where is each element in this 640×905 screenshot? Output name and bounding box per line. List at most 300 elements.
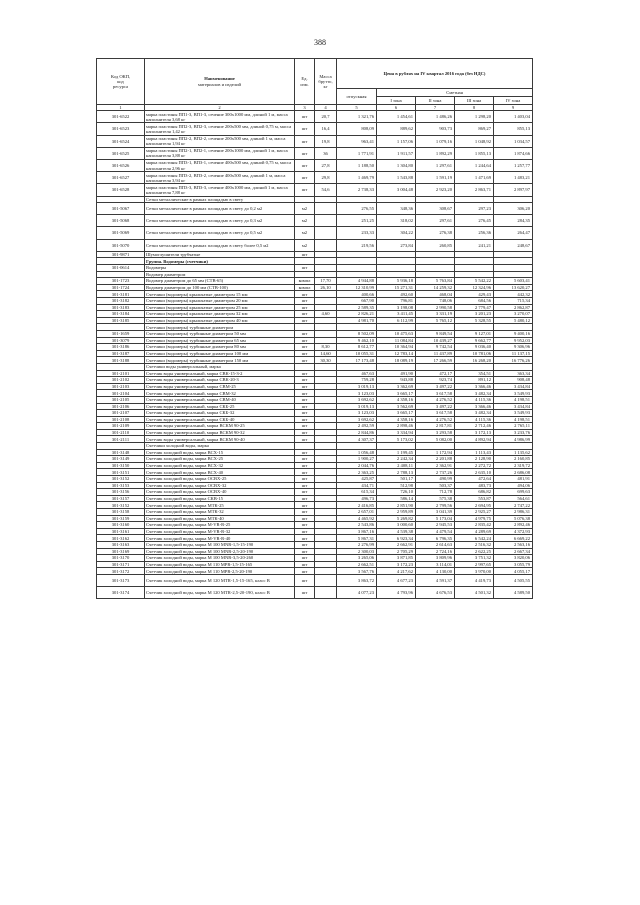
cell-z4: 3 820,06 [494, 555, 533, 562]
cell-p: 4 981,70 [337, 317, 377, 324]
header-zone-1: I зона [377, 97, 416, 105]
cell-z3: 9 036,40 [455, 344, 494, 351]
cell-z3: 3 201,23 [455, 311, 494, 318]
cell-code: 301-2111 [97, 436, 145, 443]
cell-z4 [494, 363, 533, 370]
cell-mass [315, 251, 337, 258]
cell-z4: 2 862,87 [494, 304, 533, 311]
cell-z1: 2 662,91 [377, 541, 416, 548]
cell-z1: 4 217,62 [377, 568, 416, 575]
cell-z4: 306,20 [494, 203, 533, 215]
table-row [97, 423, 533, 430]
cell-name: Счетчик холодной воды, марка МТК-32 [145, 509, 295, 516]
cell-mass [315, 337, 337, 344]
cell-unit: шт [295, 317, 315, 324]
cell-name: марка пластины ПП3-3, ВП3-3, сечение 400х1000 мм, длиной 1 м, масса наполнителя 7,88 кг [145, 184, 295, 196]
cell-p: 1 056,48 [337, 449, 377, 456]
cell-code: 301-3174 [97, 587, 145, 599]
cell-z3: 9 662,77 [455, 337, 494, 344]
cell-name: Счетчик холодной воды, марка М 100 MNR-3,5-20-260 [145, 555, 295, 562]
cell-name: Счетчик холодной воды, марка МТК-25 [145, 502, 295, 509]
cell-mass [315, 304, 337, 311]
table-row [97, 377, 533, 384]
cell-name: Счетчик воды универсальный, марка СВМ-25 [145, 383, 295, 390]
cell-name: Счетчик воды универсальный, марка СКБ-40 [145, 416, 295, 423]
cell-z3: 2 863,71 [455, 184, 494, 196]
cell-p: 467,63 [337, 370, 377, 377]
cell-z2: 1 172,94 [416, 449, 455, 456]
table-row [97, 561, 533, 568]
cell-z1: 1 911,57 [377, 147, 416, 159]
cell-z4: 9 952,03 [494, 337, 533, 344]
table-row [97, 284, 533, 291]
cell-unit: шт [295, 159, 315, 171]
cell-z2 [416, 363, 455, 370]
cell-z2: 2 201,88 [416, 456, 455, 463]
cell-z4: 1 135,62 [494, 449, 533, 456]
cell-code: 301-3152 [97, 502, 145, 509]
cell-code: 301-3184 [97, 311, 145, 318]
cell-name: Счетчик холодной воды, марка ОСВХ-32 [145, 482, 295, 489]
cell-code: 301-2103 [97, 383, 145, 390]
cell-p: 1 188,50 [337, 159, 377, 171]
cell-unit: шт [295, 416, 315, 423]
cell-z4: 13 620,27 [494, 284, 533, 291]
cell-z2: 3 617,58 [416, 410, 455, 417]
cell-p [337, 271, 377, 278]
cell-z4 [494, 258, 533, 265]
cell-z4: 3 549,93 [494, 390, 533, 397]
cell-z3: 5 328,55 [455, 317, 494, 324]
table-row [97, 311, 533, 318]
cell-name: Счетчики (водомеры) турбинные диаметром 150 мм [145, 357, 295, 364]
cell-z1: 318,02 [377, 215, 416, 227]
cell-p: 8 502,09 [337, 330, 377, 337]
cell-z3 [455, 363, 494, 370]
cell-name: Счетчик холодной воды, марка М-VR-R-25 [145, 522, 295, 529]
cell-z1: 889,62 [377, 123, 416, 135]
cell-p: 2 543,86 [337, 522, 377, 529]
table-row [97, 489, 533, 496]
cell-name: Счетчик холодной воды, марка М 110 MPR-1,5-15-165 [145, 561, 295, 568]
cell-mass [315, 489, 337, 496]
cell-z3: 1 855,13 [455, 147, 494, 159]
cell-name: Счетчик холодной воды, марка ВСХ-15 [145, 449, 295, 456]
cell-z2: 1 297,61 [416, 159, 455, 171]
cell-unit: шт [295, 555, 315, 562]
cell-unit: шт [295, 357, 315, 364]
cell-z2: 2 737,26 [416, 469, 455, 476]
cell-unit [295, 443, 315, 450]
table-row [97, 522, 533, 529]
table-row [97, 383, 533, 390]
cell-z2: 2 724,16 [416, 548, 455, 555]
cell-z4: 6 669,22 [494, 535, 533, 542]
cell-name: марка пластины ПП3-1, ВП3-1, сечение 400х500 мм, длиной 0,75 м, масса наполнителя 2,96 кг [145, 159, 295, 171]
cell-mass [315, 383, 337, 390]
cell-p: 3 019,13 [337, 403, 377, 410]
cell-name: Водомеры [145, 265, 295, 272]
cell-p: 3 863,72 [337, 574, 377, 586]
cell-code: 301-3163 [97, 541, 145, 548]
cell-p: 12 310,99 [337, 284, 377, 291]
table-row [97, 258, 533, 265]
cell-p [337, 324, 377, 331]
table-row [97, 184, 533, 196]
cell-code [97, 324, 145, 331]
cell-mass [315, 469, 337, 476]
cell-z2: 712,78 [416, 489, 455, 496]
cell-z3: 1 048,92 [455, 135, 494, 147]
cell-z3: 12 324,96 [455, 284, 494, 291]
cell-z3 [455, 271, 494, 278]
cell-z2: 5 173,04 [416, 515, 455, 522]
cell-z1 [377, 363, 416, 370]
table-row [97, 429, 533, 436]
cell-z2: 4 591,37 [416, 574, 455, 586]
cell-mass [315, 495, 337, 502]
cell-z2: 490,99 [416, 476, 455, 483]
cell-code: 301-2105 [97, 396, 145, 403]
cell-z3: 3 751,32 [455, 555, 494, 562]
cell-unit: шт [295, 528, 315, 535]
cell-unit [295, 271, 315, 278]
cell-z1: 1 157,06 [377, 135, 416, 147]
cell-z4: 9 400,16 [494, 330, 533, 337]
cell-z3: 2 779,47 [455, 304, 494, 311]
header-zone-2: II зона [416, 97, 455, 105]
cell-z4: 248,67 [494, 239, 533, 251]
cell-z2: 2 923,20 [416, 184, 455, 196]
cell-z2: 2 614,63 [416, 541, 455, 548]
cell-z4: 2 892,46 [494, 522, 533, 529]
cell-z3: 4 419,73 [455, 574, 494, 586]
cell-unit: м2 [295, 203, 315, 215]
cell-name: Счетчик холодной воды, марка М-VR-R-40 [145, 535, 295, 542]
cell-z4: 3 270,07 [494, 311, 533, 318]
cell-z1: 6 923,34 [377, 535, 416, 542]
cell-code: 301-3181 [97, 291, 145, 298]
cell-z3: 891,12 [455, 377, 494, 384]
cell-z1: 3 871,85 [377, 555, 416, 562]
cell-name: Счетчики (водомеры) крыльчатые диаметром 32 мм [145, 311, 295, 318]
cell-z4: 564,61 [494, 495, 533, 502]
cell-z1: 492,60 [377, 291, 416, 298]
cell-unit: шт [295, 462, 315, 469]
cell-p: 2 416,85 [337, 502, 377, 509]
cell-name: Счетчики (водомеры) турбинные диаметром 65 мм [145, 337, 295, 344]
cell-mass [315, 239, 337, 251]
cell-name: Счетчики (водомеры) турбинные диаметром [145, 324, 295, 331]
cell-z4: 2 319,72 [494, 462, 533, 469]
cell-mass [315, 555, 337, 562]
cell-z3 [455, 324, 494, 331]
cell-name: Счетчик воды универсальный, марка СВК-15-3-2 [145, 370, 295, 377]
table-row [97, 495, 533, 502]
cell-z4: 1 874,66 [494, 147, 533, 159]
cell-unit: шт [295, 469, 315, 476]
cell-unit: шт [295, 436, 315, 443]
cell-z1: 943,88 [377, 377, 416, 384]
cell-z1: 18 089,19 [377, 357, 416, 364]
price-table-sheet [96, 58, 532, 599]
cell-p: 3 867,16 [337, 528, 377, 535]
cell-z1: 3 334,94 [377, 429, 416, 436]
cell-unit: шт [295, 535, 315, 542]
cell-unit: шт [295, 111, 315, 123]
cell-z4: 3 233,76 [494, 429, 533, 436]
cell-code: 301-6524 [97, 135, 145, 147]
cell-z2: 5 763,84 [416, 278, 455, 285]
cell-mass: 8,30 [315, 344, 337, 351]
cell-name: Счетчик воды универсальный, марка СКБ-25 [145, 403, 295, 410]
cell-unit: шт [295, 123, 315, 135]
cell-z3 [455, 443, 494, 450]
cell-z1 [377, 443, 416, 450]
cell-code: 301-1723 [97, 278, 145, 285]
cell-z1: 273,84 [377, 239, 416, 251]
table-row [97, 482, 533, 489]
cell-p: 2 363,25 [337, 469, 377, 476]
cell-name: Счетчики (водомеры) крыльчатые диаметром 25 мм [145, 304, 295, 311]
cell-z3: 256,36 [455, 227, 494, 239]
cell-name: Счетчик холодной воды, марка М 100 MNR-1,5-15-190 [145, 541, 295, 548]
cell-z1: 1 543,88 [377, 172, 416, 184]
cell-mass [315, 390, 337, 397]
header-estimate-price: Сметная [377, 89, 533, 97]
table-row [97, 203, 533, 215]
cell-z1: 3 411,45 [377, 311, 416, 318]
cell-name: Счетчик холодной воды, марка М 120 MTR-1,5-15-165, класс В [145, 574, 295, 586]
cell-z2: 297,61 [416, 215, 455, 227]
cell-z1: 5 173,02 [377, 436, 416, 443]
cell-name: Счетчик холодной воды, марка ОСВХ-40 [145, 489, 295, 496]
cell-z3: 10 781,06 [455, 350, 494, 357]
cell-unit: шт [295, 377, 315, 384]
cell-p [337, 196, 377, 203]
cell-mass [315, 456, 337, 463]
table-row [97, 239, 533, 251]
cell-p: 17 173,48 [337, 357, 377, 364]
cell-z2: 1 591,19 [416, 172, 455, 184]
cell-p: 1 321,76 [337, 111, 377, 123]
cell-mass [315, 330, 337, 337]
cell-code: 301-3173 [97, 574, 145, 586]
cell-code: 301-0614 [97, 265, 145, 272]
cell-name: Счетчик холодной воды, марка ВСХ-32 [145, 462, 295, 469]
cell-z1: 4 677,23 [377, 574, 416, 586]
table-row [97, 304, 533, 311]
cell-mass: 26,10 [315, 284, 337, 291]
cell-z1: 15 271,31 [377, 284, 416, 291]
cell-code: 301-3182 [97, 298, 145, 305]
cell-p: 3 692,62 [337, 416, 377, 423]
cell-unit: шт [295, 423, 315, 430]
cell-name: Счетчик холодной воды, марка ВСХ-25 [145, 456, 295, 463]
cell-mass [315, 561, 337, 568]
cell-z4 [494, 271, 533, 278]
cell-unit: шт [295, 172, 315, 184]
cell-p: 434,71 [337, 482, 377, 489]
cell-unit [295, 258, 315, 265]
cell-code: 301-3156 [97, 489, 145, 496]
header-price-title: Цена в рублях на IV квартал 2016 года (без НДС) [337, 59, 533, 89]
cell-z2: 3 497,22 [416, 383, 455, 390]
cell-z4 [494, 196, 533, 203]
cell-p: 4 944,88 [337, 278, 377, 285]
cell-mass: 36 [315, 147, 337, 159]
cell-p: 2 826,21 [337, 311, 377, 318]
cell-z1: 3 000,60 [377, 522, 416, 529]
cell-z1: 796,81 [377, 298, 416, 305]
cell-z1: 304,22 [377, 227, 416, 239]
cell-code: 301-6525 [97, 147, 145, 159]
cell-p: 1 900,27 [337, 456, 377, 463]
cell-z2: 468,04 [416, 291, 455, 298]
cell-p [337, 363, 377, 370]
cell-p: 759,28 [337, 377, 377, 384]
cell-unit: шт [295, 390, 315, 397]
cell-z2: 575,38 [416, 495, 455, 502]
cell-z4: 4 589,50 [494, 587, 533, 599]
cell-z4: 494,06 [494, 482, 533, 489]
cell-z3: 3 366,46 [455, 383, 494, 390]
cell-p: 3 019,13 [337, 383, 377, 390]
cell-unit: шт [295, 489, 315, 496]
cell-z2: 503,37 [416, 482, 455, 489]
cell-z2: 4 276,52 [416, 416, 455, 423]
page-number: 388 [314, 38, 326, 47]
cell-code: 301-3159 [97, 515, 145, 522]
cell-z2: 6 796,35 [416, 535, 455, 542]
cell-code: 301-3151 [97, 469, 145, 476]
cell-z2: 1 486,26 [416, 111, 455, 123]
cell-z1: 2 408,11 [377, 462, 416, 469]
cell-z2 [416, 196, 455, 203]
cell-z1 [377, 324, 416, 331]
cell-p: 2 589,35 [337, 304, 377, 311]
table-row [97, 324, 533, 331]
cell-z1: 348,36 [377, 203, 416, 215]
cell-name: Водомер диаметром до 65 мм (СТВ-65) [145, 278, 295, 285]
cell-p: 1 469,79 [337, 172, 377, 184]
table-row [97, 370, 533, 377]
cell-z2: 4 276,52 [416, 396, 455, 403]
cell-z2: 9 742,54 [416, 344, 455, 351]
cell-code [97, 363, 145, 370]
cell-z4: 4 055,17 [494, 568, 533, 575]
cell-z4: 481,91 [494, 476, 533, 483]
cell-z1 [377, 258, 416, 265]
cell-z3: 297,23 [455, 203, 494, 215]
cell-unit: шт [295, 587, 315, 599]
table-row [97, 123, 533, 135]
cell-z1: 3 665,17 [377, 410, 416, 417]
cell-unit: шт [295, 495, 315, 502]
table-row [97, 555, 533, 562]
cell-p: 3 265,06 [337, 555, 377, 562]
table-row [97, 159, 533, 171]
cell-z2: 2 362,91 [416, 462, 455, 469]
cell-z1: 4 793,96 [377, 587, 416, 599]
table-row [97, 271, 533, 278]
cell-mass [315, 429, 337, 436]
cell-z4 [494, 265, 533, 272]
cell-mass [315, 436, 337, 443]
cell-name: Счетчик холодной воды, марка ВСХ-40 [145, 469, 295, 476]
cell-mass [315, 227, 337, 239]
cell-unit: шт [295, 522, 315, 529]
cell-z1: 11 084,84 [377, 337, 416, 344]
cell-p [337, 265, 377, 272]
cell-z4: 3 434,84 [494, 383, 533, 390]
cell-mass [315, 298, 337, 305]
cell-unit: шт [295, 561, 315, 568]
cell-z3: 3 482,34 [455, 410, 494, 417]
cell-unit: шт [295, 476, 315, 483]
cell-code: 301-1659 [97, 330, 145, 337]
cell-name: марка пластины ПП3-2, ВП3-2, сечение 400х500 мм, длиной 1 м, масса наполнителя 3,94 кг [145, 172, 295, 184]
cell-z2: 2 799,56 [416, 502, 455, 509]
cell-name: Счетчики (водомеры) крыльчатые диаметром 15 мм [145, 291, 295, 298]
cell-code: 301-3152 [97, 476, 145, 483]
table-row [97, 476, 533, 483]
cell-code: 301-3148 [97, 449, 145, 456]
cell-z4: 908,48 [494, 377, 533, 384]
cell-z4: 4 505,55 [494, 574, 533, 586]
cell-z4: 4 198,51 [494, 416, 533, 423]
cell-mass [315, 522, 337, 529]
cell-name: Счетчики (водомеры) крыльчатые диаметром 20 мм [145, 298, 295, 305]
cell-z3: 686,82 [455, 489, 494, 496]
cell-z2 [416, 271, 455, 278]
cell-z1: 3 004,48 [377, 184, 416, 196]
cell-z4: 855,13 [494, 123, 533, 135]
cell-p: 3 123,03 [337, 410, 377, 417]
table-row [97, 265, 533, 272]
cell-z4: 4 986,99 [494, 436, 533, 443]
cell-z3: 5 542,22 [455, 278, 494, 285]
cell-z2: 1 079,16 [416, 135, 455, 147]
cell-unit: шт [295, 184, 315, 196]
cell-z4: 284,35 [494, 215, 533, 227]
cell-z3: 3 172,13 [455, 429, 494, 436]
cell-z1: 6 112,99 [377, 317, 416, 324]
cell-name: Водомер диаметром [145, 271, 295, 278]
cell-z3 [455, 258, 494, 265]
cell-z1: 586,14 [377, 495, 416, 502]
header-name: Наименование материалов и изделий [145, 59, 295, 105]
cell-code: 301-5067 [97, 203, 145, 215]
cell-z2: 2 945,53 [416, 522, 455, 529]
cell-z2: 10 439,27 [416, 337, 455, 344]
cell-z2: 2 990,58 [416, 304, 455, 311]
cell-z3: 2 925,27 [455, 509, 494, 516]
cell-mass [315, 271, 337, 278]
cell-unit: шт [295, 502, 315, 509]
cell-code: 301-5068 [97, 215, 145, 227]
cell-unit: шт [295, 311, 315, 318]
table-row [97, 574, 533, 586]
cell-p: 4 307,37 [337, 436, 377, 443]
cell-mass [315, 541, 337, 548]
cell-mass [315, 215, 337, 227]
cell-z2: 3 497,22 [416, 403, 455, 410]
cell-code: 301-2102 [97, 377, 145, 384]
cell-unit: шт [295, 304, 315, 311]
cell-code: 301-3153 [97, 482, 145, 489]
cell-z2: 3 331,19 [416, 311, 455, 318]
